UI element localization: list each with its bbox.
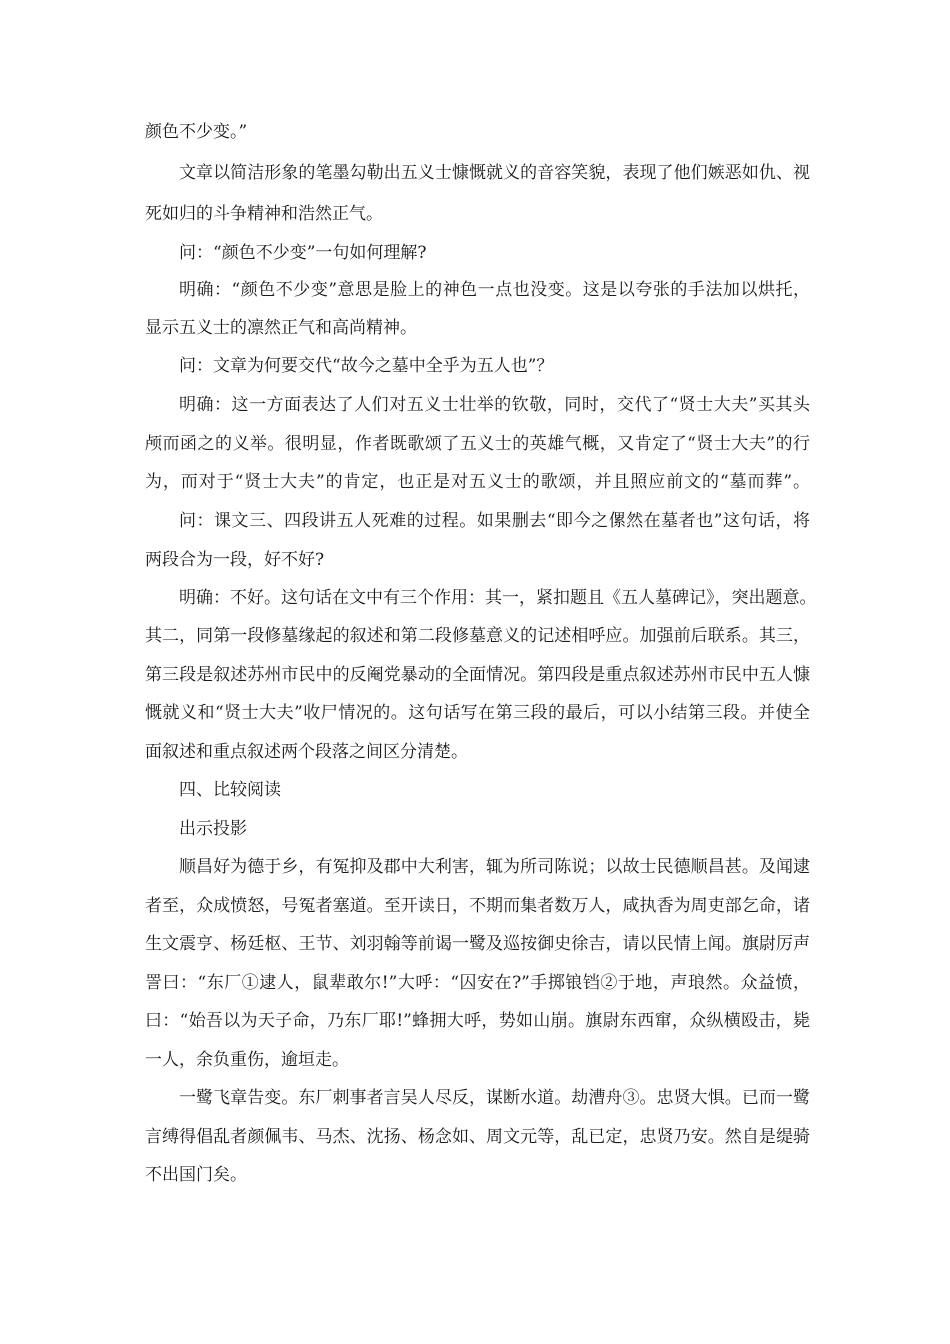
- text-line: 第三段是叙述苏州市民中的反阉党暴动的全面情况。第四段是重点叙述苏州市民中五人慷: [145, 665, 810, 685]
- text-line: 为，而对于“贤士大夫”的肯定，也正是对五义士的歌颂，并且照应前文的“墓而葬”。: [145, 472, 810, 492]
- text-line: 生文震亨、杨廷枢、王节、刘羽翰等前谒一鹭及巡按御史徐吉，请以民情上闻。旗尉厉声: [145, 934, 810, 954]
- text-line: 一人，余负重伤，逾垣走。: [145, 1050, 349, 1070]
- text-line: 明确：不好。这句话在文中有三个作用：其一，紧扣题且《五人墓碑记》，突出题意。: [179, 588, 817, 608]
- text-line: 文章以简洁形象的笔墨勾勒出五义士慷慨就义的音容笑貌，表现了他们嫉恶如仇、视: [179, 163, 810, 183]
- text-line: 明确：这一方面表达了人们对五义士壮举的钦敬，同时，交代了“贤士大夫”买其头: [179, 395, 810, 415]
- text-line: 言缚得倡乱者颜佩韦、马杰、沈扬、杨念如、周文元等，乱已定，忠贤乃安。然自是缇骑: [145, 1127, 810, 1147]
- text-line: 死如归的斗争精神和浩然正气。: [145, 204, 383, 224]
- text-line: 颅而函之的义举。很明显，作者既歌颂了五义士的英雄气概，又肯定了“贤士大夫”的行: [145, 434, 810, 454]
- text-line: 问：“颜色不少变”一句如何理解?: [179, 243, 427, 263]
- text-line: 其二，同第一段修墓缘起的叙述和第二段修墓意义的记述相呼应。加强前后联系。其三，: [145, 626, 810, 646]
- text-line: 詈曰：“东厂①逮人，鼠辈敢尔!”大呼：“囚安在?”手掷锒铛②于地，声琅然。众益愤，: [145, 973, 810, 993]
- text-line: 面叙述和重点叙述两个段落之间区分清楚。: [145, 742, 468, 762]
- text-line: 显示五义士的凛然正气和高尚精神。: [145, 318, 417, 338]
- text-line: 出示投影: [179, 819, 247, 839]
- text-line: 明确：“颜色不少变”意思是脸上的神色一点也没变。这是以夸张的手法加以烘托，: [179, 280, 810, 300]
- text-line: 问：课文三、四段讲五人死难的过程。如果删去“即今之傫然在墓者也”这句话，将: [179, 511, 810, 531]
- text-line: 慨就义和“贤士大夫”收尸情况的。这句话写在第三段的最后，可以小结第三段。并使全: [145, 703, 810, 723]
- section-heading: 四、比较阅读: [179, 780, 281, 800]
- text-line: 顺昌好为德于乡，有冤抑及郡中大利害，辄为所司陈说；以故士民德顺昌甚。及闻逮: [179, 857, 810, 877]
- text-line: 不出国门矣。: [145, 1165, 247, 1185]
- text-line: 问：文章为何要交代“故今之墓中全乎为五人也”？: [179, 356, 554, 376]
- text-line: 曰：“始吾以为天子命，乃东厂耶!”蜂拥大呼，势如山崩。旗尉东西窜，众纵横殴击，毙: [145, 1011, 810, 1031]
- text-line: 颜色不少变。”: [145, 122, 248, 142]
- text-line: 一鹭飞章告变。东厂刺事者言吴人尽反，谋断水道。劫漕舟③。忠贤大惧。已而一鹭: [179, 1088, 810, 1108]
- text-line: 两段合为一段，好不好?: [145, 550, 325, 570]
- text-line: 者至，众成愤怒，号冤者塞道。至开读日，不期而集者数万人，咸执香为周吏部乞命，诸: [145, 896, 810, 916]
